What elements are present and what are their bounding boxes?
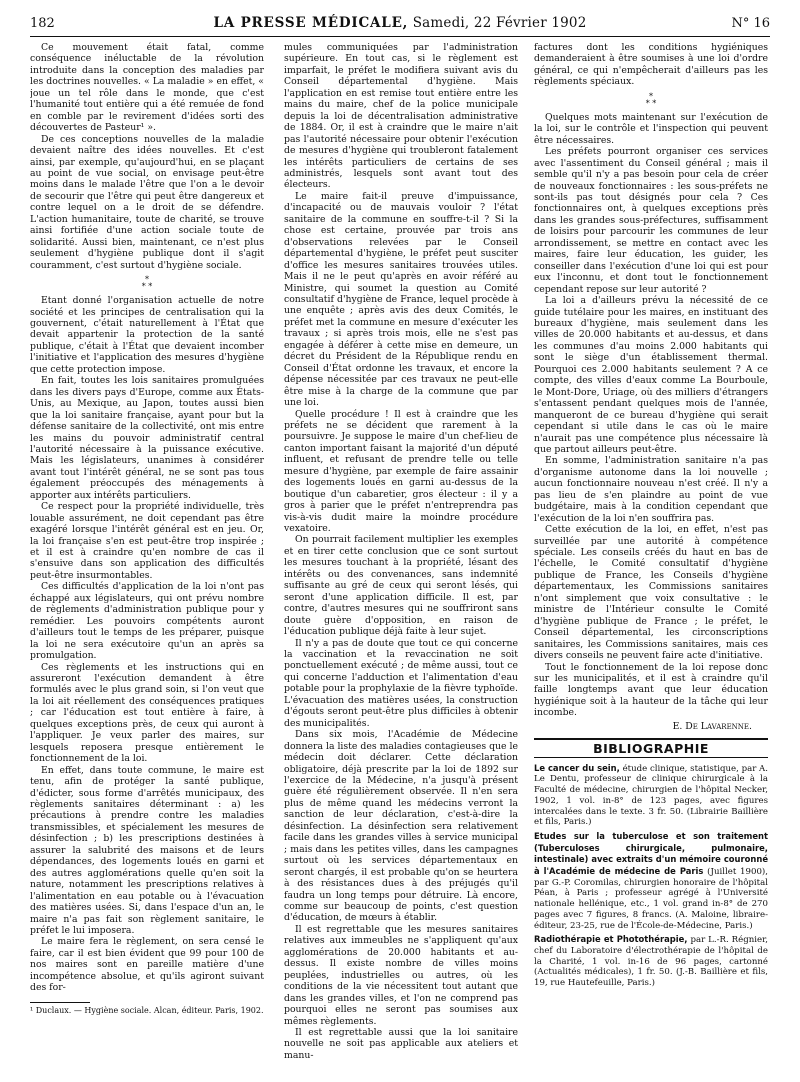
entry-title: Le cancer du sein, bbox=[534, 762, 620, 773]
paragraph: Etant donné l'organisation actuelle de notre société et les principes de centralisation qui la gouvernent, c'était naturellement à l'État que devait appartenir la protection de la santé publique, c'était à l'État que devaient incomber l'initiative et l'application des mesures d'hygiène que cette protection impose. bbox=[30, 295, 264, 375]
page-number: 182 bbox=[30, 16, 55, 31]
issue-number: N° 16 bbox=[731, 16, 770, 31]
bibliography-entry bbox=[534, 763, 768, 828]
entry-title: Etudes sur la tuberculose et son traitement (Tuberculoses chirurgicale, pulmonaire, intestinale) avec extraits d'un mémoire couronné à l'Académie de médecine de Paris bbox=[534, 830, 768, 877]
paragraph: Il n'y a pas de doute que tout ce qui concerne la vaccination et la revaccination ne soit ponctuellement exécuté ; de même aussi, tout ce qui concerne l'adduction et l'alimentation d'eau potable pour la prophylaxie de la fièvre typhoïde. L'évacuation des matières usées, la construction d'égouts seront peut-être plus difficiles à obtenir des municipalités. bbox=[284, 637, 518, 729]
section-separator: * * * bbox=[141, 275, 153, 292]
paragraph: Les préfets pourront organiser ces services avec l'assentiment du Conseil général ; mais il semble qu'il n'y a pas besoin pour cela de créer de nouveaux fonctionnaires : les sous-préfets ne sont-ils pas tout désignés pour cela ? Ces fonctionnaires ont, à quelques exceptions près dans les grandes sous-préfectures, suffisamment de loisirs pour parcourir les communes de leur arrondissement, se mettre en contact avec les maires, faire leur éducation, les guider, les conseiller dans l'exécution d'une loi qui est pour eux l'inconnu, et dont tout le fonctionnement cependant repose sur leur autorité ? bbox=[534, 146, 768, 295]
paragraph: Quelle procédure ! Il est à craindre que les préfets ne se décident que rarement à la poursuivre. Je suppose le maire d'un chef-lieu de canton important faisant la majorité d'un député influent, et refusant de prendre telle ou telle mesure d'hygiène, par exemple de faire assainir des logements loués en garni au-dessus de la boutique d'un cabaretier, gros électeur : il y a gros à parier que le préfet n'entreprendra pas vis-à-vis dudit maire la moindre procédure vexatoire. bbox=[284, 408, 518, 535]
bibliography-entry bbox=[534, 934, 768, 989]
author-signature: E. De Lavarenne. bbox=[672, 720, 752, 732]
paragraph: Le maire fera le règlement, on sera censé le faire, car il est bien évident que 99 pour 100 de nos maires sont en pareille matière d'une incompétence absolue, et qu'ils agiront suivant des for- bbox=[30, 936, 264, 994]
entry-body: par L.-R. Régnier, chef du Laboratoire d'électrothérapie de l'hôpital de la Charité, 1 vol. in-16 de 96 pages, cartonné (Actualités médicales), 1 fr. 50. (J.-B. Baillière et fils, 19, rue Hautefeuille, Paris.) bbox=[534, 935, 768, 989]
paragraph: En somme, l'administration sanitaire n'a pas d'organisme autonome dans la loi nouvelle ; aucun fonctionnaire nouveau n'est créé. Il n'y a pas lieu de s'en plaindre au point de vue budgétaire, mais à la condition cependant que l'exécution de la loi n'en souffrira pas. bbox=[534, 455, 768, 524]
issue-date: Samedi, 22 Février 1902 bbox=[412, 15, 587, 31]
paragraph: En effet, dans toute commune, le maire est tenu, afin de protéger la santé publique, d'édicter, sous forme d'arrêtés municipaux, des règlements sanitaires déterminant : a) les précautions à prendre contre les maladies transmissibles, et spécialement les mesures de désinfection ; b) les prescriptions destinées à assurer la salubrité des maisons et de leurs dépendances, des logements loués en garni et des autres agglomérations quelle qu'en soit la nature, notamment les prescriptions relatives à l'alimentation en eau potable ou à l'évacuation des matières usées. Si, dans l'espace d'un an, le maire n'a pas fait son règlement sanitaire, le préfet le lui imposera. bbox=[30, 764, 264, 936]
paragraph: La loi a d'ailleurs prévu la nécessité de ce guide tutélaire pour les maires, en instituant des bureaux d'hygiène, mais seulement dans les villes de 20.000 habitants et au-dessus, et dans les communes d'au moins 2.000 habitants qui sont le siège d'un établissement thermal. Pourquoi ces 2.000 habitants seulement ? A ce compte, des villes d'eaux comme La Bourboule, le Mont-Dore, Uriage, où des milliers d'étrangers s'entassent pendant quelques mois de l'année, manqueront de ce bureau d'hygiène qui serait cependant si utile dans le cas où le maire n'aurait pas une compétence plus nécessaire là que partout ailleurs peut-être. bbox=[534, 295, 768, 455]
section-separator: * * * bbox=[645, 91, 657, 108]
paragraph: Ces règlements et les instructions qui en assureront l'exécution demandent à être formulés avec le plus grand soin, si l'on veut que la loi ait réellement des conséquences pratiques ; car l'éducation est tout entière à faire, à quelques exceptions près, de ceux qui auront à l'appliquer. Je veux parler des maires, sur lesquels reposera presque entièrement le fonctionnement de la loi. bbox=[30, 661, 264, 765]
paragraph: Dans six mois, l'Académie de Médecine donnera la liste des maladies contagieuses que le médecin doit déclarer. Cette déclaration obligatoire, déjà prescrite par la loi de 1892 sur l'exercice de la Médecine, n'a jusqu'à présent guère été régulièrement observée. Il n'en sera plus de même quand les médecins verront la sanction de leur déclaration, c'est-à-dire la désinfection. La désinfection sera relativement facile dans les grandes villes à service municipal ; mais dans les petites villes, dans les campagnes surtout où les services départementaux en seront chargés, il est probable qu'on se heurtera à des résistances dues à des préjugés qu'il faudra un long temps pour détruire. Là encore, comme sur beaucoup de points, c'est question d'éducation, de mœurs à établir. bbox=[284, 729, 518, 924]
paragraph: Tout le fonctionnement de la loi repose donc sur les municipalités, et il est à craindre qu'il faille longtemps avant que leur éducation hygiénique soit à la hauteur de la tâche qui leur incombe. bbox=[534, 661, 768, 719]
column-2 bbox=[284, 42, 518, 1074]
column-1 bbox=[30, 42, 264, 1074]
footnote-rule bbox=[30, 1002, 90, 1003]
entry-body: étude clinique, statistique, par A. Le Dentu, professeur de clinique chirurgicale à la Faculté de médecine, chirurgien de l'hôpital Necker, 1902, 1 vol. in-8° de 123 pages, avec figures intercalées dans le texte. 3 fr. 50. (Librairie Baillière et fils, Paris.) bbox=[534, 763, 768, 828]
journal-name: LA PRESSE MÉDICALE, bbox=[213, 15, 409, 31]
paragraph: mules communiquées par l'administration supérieure. En tout cas, si le règlement est imparfait, le préfet le modifiera suivant avis du Conseil départemental d'hygiène. Mais l'application en est remise tout entière entre les mains du maire, chef de la police municipale depuis la loi de décentralisation administrative de 1884. Or, il est à craindre que le maire n'ait pas l'autorité nécessaire pour obtenir l'exécution de mesures d'hygiène qui troubleront fatalement les intérêts particuliers de certains de ses administrés, lesquels sont avant tout des électeurs. bbox=[284, 42, 518, 191]
page-header bbox=[30, 12, 770, 37]
paragraph: En fait, toutes les lois sanitaires promulguées dans les divers pays d'Europe, comme aux États-Unis, au Mexique, au Japon, toutes aussi bien que la loi sanitaire française, ayant pour but la défense sanitaire de la collectivité, ont mis entre les mains du pouvoir administratif central l'autorité nécessaire à la puissance exécutive. Mais les législateurs, unanimes à considérer avant tout l'intérêt général, ne se sont pas tous également préoccupés des ménagements à apporter aux intérêts particuliers. bbox=[30, 375, 264, 501]
paragraph: Il est regrettable que les mesures sanitaires relatives aux immeubles ne s'appliquent qu'aux agglomérations de 20.000 habitants et au-dessus. Il existe nombre de villes moins peuplées, industrielles ou autres, où les conditions de la vie nécessitent tout autant que dans les grandes villes, et l'on ne comprend pas pourquoi elles ne seront pas soumises aux mêmes règlements. bbox=[284, 923, 518, 1027]
bibliography-entry bbox=[534, 831, 768, 931]
paragraph: De ces conceptions nouvelles de la maladie devaient naître des idées nouvelles. Et c'est ainsi, par exemple, qu'aujourd'hui, en se plaçant au point de vue social, on envisage peut-être moins dans le malade l'être que l'on a le devoir de secourir que l'être qui peut être dangereux et contre lequel on a le droit de se défendre. L'action humanitaire, toute de charité, se trouve ainsi fortifiée d'une action sociale toute de solidarité. Aussi bien, maintenant, ce n'est plus seulement d'hygiène publique dont il s'agit couramment, c'est surtout d'hygiène sociale. bbox=[30, 133, 264, 271]
paragraph: factures dont les conditions hygiéniques demanderaient à être soumises à une loi d'ordre général, ce qui n'empêcherait d'ailleurs pas les règlements spéciaux. bbox=[534, 42, 768, 88]
bibliography-list bbox=[534, 763, 768, 989]
paragraph: On pourrait facilement multiplier les exemples et en tirer cette conclusion que ce sont surtout les mesures touchant à la propriété, lésant des intérêts ou des convenances, sans indemnité suffisante au gré de ceux qui seront lésés, qui seront d'une application difficile. Il est, par contre, d'autres mesures qui ne souffriront sans doute guère d'opposition, en raison de l'éducation publique déjà faite à leur sujet. bbox=[284, 534, 518, 638]
paragraph: Ce respect pour la propriété individuelle, très louable assurément, ne doit cependant pas être exagéré lorsque l'intérêt général est en jeu. Or, la loi française s'en est peut-être trop inspirée ; et il est à craindre qu'en nombre de cas il s'ensuive dans son application des difficultés peut-être insurmontables. bbox=[30, 501, 264, 581]
paragraph: Quelques mots maintenant sur l'exécution de la loi, sur le contrôle et l'inspection qui peuvent être nécessaires. bbox=[534, 111, 768, 146]
footnote: ¹ Duclaux. — Hygiène sociale. Alcan, éditeur. Paris, 1902. bbox=[30, 1005, 264, 1015]
paragraph: Il est regrettable aussi que la loi sanitaire nouvelle ne soit pas applicable aux ateliers et manu- bbox=[284, 1026, 518, 1061]
paragraph: Le maire fait-il preuve d'impuissance, d'incapacité ou de mauvais vouloir ? l'état sanitaire de la commune en souffre-t-il ? Si la chose est certaine, prouvée par trois ans d'observations relevées par le Conseil départemental d'hygiène, le préfet peut susciter d'office les mesures sanitaires trouvées utiles. Mais il ne le peut qu'après en avoir référé au Ministre, qui soumet la question au Comité consultatif d'hygiène de France, lequel procède à une enquête ; après avis des deux Comités, le préfet met la commune en mesure d'exécuter les travaux ; si après trois mois, elle ne s'est pas engagée à déférer à cette mise en demeure, un décret du Président de la République rendu en Conseil d'État ordonne les travaux, et encore la dépense nécessitée par ces travaux ne peut-elle être mise à la charge de la commune que par une loi. bbox=[284, 190, 518, 409]
paragraph: Ces difficultés d'application de la loi n'ont pas échappé aux législateurs, qui ont prévu nombre de règlements d'administration publique pour y remédier. Les pouvoirs compétents auront d'ailleurs tout le temps de les préparer, puisque la loi ne sera exécutoire qu'un an après sa promulgation. bbox=[30, 581, 264, 662]
running-title bbox=[30, 15, 770, 31]
column-3 bbox=[534, 42, 768, 1074]
entry-body: (Juillet 1900), par G.-P. Coromilas, chirurgien honoraire de l'hôpital Péan, à Paris ; professeur agrégé à l'Université nationale hellénique, etc., 1 vol. grand in-8° de 270 pages avec 7 figures, 8 francs. (A. Maloine, libraire-éditeur, 23-25, rue de l'École-de-Médecine, Paris.) bbox=[534, 867, 768, 931]
entry-title: Radiothérapie et Photothérapie, bbox=[534, 934, 688, 945]
bibliographie-heading: BIBLIOGRAPHIE bbox=[534, 738, 768, 757]
paragraph: Cette exécution de la loi, en effet, n'est pas surveillée par une autorité à compétence spéciale. Les conseils créés du haut en bas de l'échelle, le Comité consultatif d'hygiène publique de France, les Conseils d'hygiène départementaux, les Commissions sanitaires n'ont simplement que voix consultative : le ministre de l'Intérieur consulte le Comité d'hygiène publique de France ; le préfet, le Conseil départemental, les circonscriptions sanitaires, les Commissions sanitaires, mais ces divers conseils ne peuvent faire acte d'initiative. bbox=[534, 524, 768, 662]
paragraph: Ce mouvement était fatal, comme conséquence inéluctable de la révolution introduite dans la conception des maladies par les doctrines nouvelles. « La maladie » en effet, « joue un tel rôle dans le monde, que c'est l'humanité tout entière qui a été remuée de fond en comble par le revirement d'idées sorti des découvertes de Pasteur¹ ». bbox=[30, 42, 264, 134]
